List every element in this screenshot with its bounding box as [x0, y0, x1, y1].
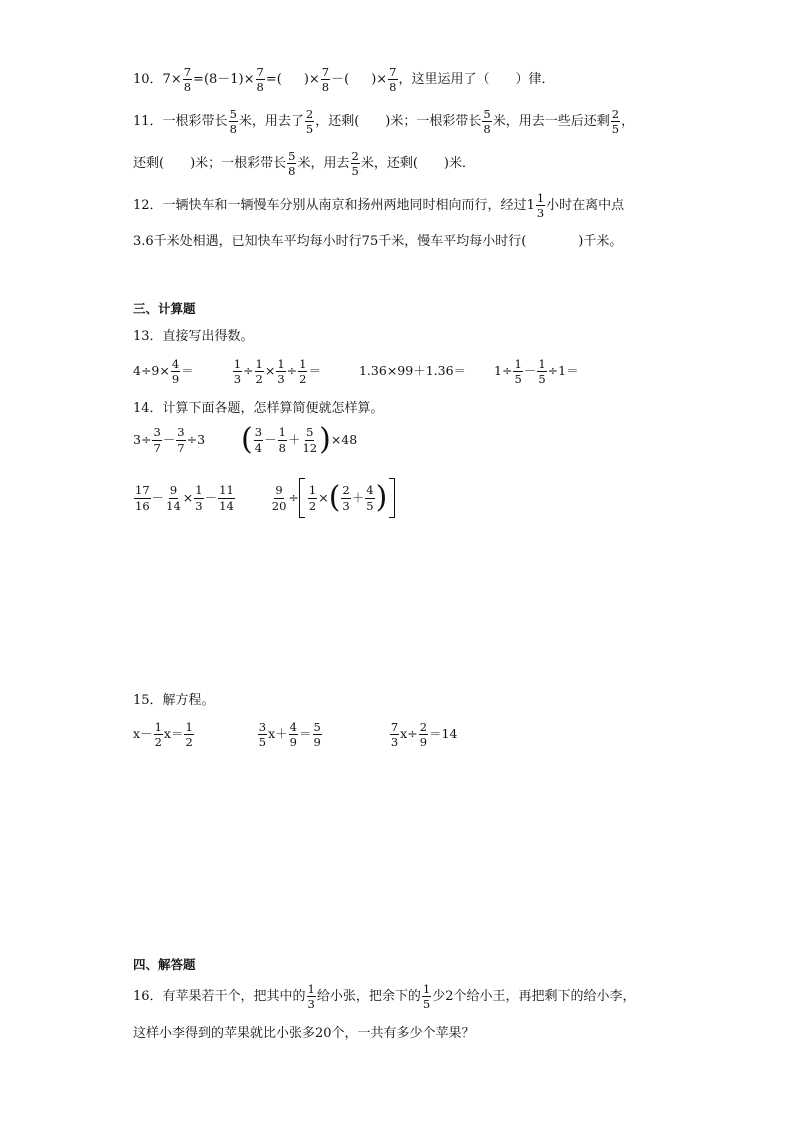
fraction — [165, 484, 182, 511]
fraction — [611, 108, 620, 135]
expr-part: ＋ — [351, 489, 365, 505]
q14-title: 14．计算下面各题，怎样算简便就怎样算。 — [133, 401, 384, 416]
fraction-numerator: 7 — [183, 65, 192, 79]
fraction-denominator: 5 — [351, 164, 359, 179]
section-4-title: 四、解答题 — [133, 957, 196, 972]
fraction — [218, 484, 235, 511]
fraction-denominator: 8 — [483, 122, 491, 137]
expr-part: 1÷ — [494, 363, 513, 379]
fraction-numerator: 1 — [538, 357, 546, 371]
fraction — [287, 150, 296, 177]
fraction-numerator: 2 — [351, 149, 359, 163]
q11-text: ， — [621, 114, 635, 130]
fraction-numerator: 4 — [366, 483, 374, 498]
fraction — [298, 358, 307, 385]
fraction-denominator: 9 — [419, 735, 428, 750]
fraction — [276, 358, 285, 385]
fraction — [154, 721, 163, 748]
q14-expr-3 — [133, 484, 236, 511]
fraction-denominator: 2 — [299, 372, 307, 387]
fraction-denominator: 3 — [233, 372, 242, 387]
fraction — [255, 358, 264, 385]
fraction-numerator: 3 — [177, 425, 185, 440]
q14-expr-1 — [133, 426, 205, 453]
q11-text: 米，还剩( )米． — [360, 156, 475, 172]
fraction-denominator: 2 — [255, 372, 263, 387]
expr-part: ＝ — [181, 363, 194, 379]
expr-part: ＋ — [287, 431, 301, 447]
q16-text: 给小张，把余下的 — [316, 989, 421, 1005]
q11-text: ，还剩( )米；一根彩带长 — [315, 114, 482, 130]
question-11 — [133, 108, 634, 135]
expr-part: ÷ — [288, 489, 299, 505]
expr-part: ×48 — [330, 431, 358, 447]
q13-expr-2 — [232, 358, 321, 385]
fraction — [258, 721, 267, 748]
fraction-numerator: 7 — [256, 65, 264, 79]
mixed-whole: 1 — [526, 198, 535, 214]
q10-expr-part: )× — [303, 72, 320, 88]
q13-expressions — [133, 358, 579, 385]
fraction-numerator: 2 — [419, 720, 428, 734]
q13-expr-3: 1.36×99＋1.36＝ — [358, 363, 467, 379]
expr-part: － — [162, 431, 176, 447]
fraction — [289, 721, 298, 748]
fraction — [134, 484, 151, 511]
q10-expr-part: =(8－1)× — [193, 72, 255, 88]
fraction-numerator: 1 — [185, 720, 193, 734]
expr-part: × — [182, 489, 194, 505]
fraction-denominator: 3 — [536, 206, 545, 221]
fraction-denominator: 12 — [302, 440, 318, 455]
fraction-numerator: 1 — [255, 357, 263, 371]
fraction-denominator: 3 — [277, 372, 285, 387]
right-paren: ) — [319, 422, 331, 457]
q16-text: 16．有苹果若干个，把其中的 — [133, 989, 306, 1005]
mixed-number — [527, 192, 547, 219]
q11-text: 还剩( )米；一根彩带长 — [133, 156, 287, 172]
fraction-denominator: 5 — [305, 122, 314, 137]
fraction-denominator: 2 — [185, 735, 193, 750]
fraction-denominator: 9 — [289, 735, 297, 750]
q11-text: 米，用去 — [297, 156, 350, 172]
fraction-numerator: 1 — [308, 483, 317, 498]
expr-part: － — [204, 489, 218, 505]
q15-equations — [133, 721, 457, 748]
right-paren: ) — [375, 480, 388, 515]
fraction-denominator: 9 — [313, 735, 321, 750]
fraction-numerator: 7 — [389, 65, 397, 79]
fraction-numerator: 7 — [390, 720, 399, 734]
q10-number: 10． — [133, 72, 163, 88]
fraction — [422, 983, 431, 1010]
fraction — [321, 66, 330, 93]
fraction — [341, 484, 350, 511]
fraction-denominator: 3 — [195, 498, 203, 513]
fraction-denominator: 5 — [611, 122, 620, 137]
q14-expr-2 — [241, 422, 358, 457]
q10-tail: ，这里运用了（ ）律． — [398, 72, 555, 88]
expr-part: ÷3 — [186, 431, 206, 447]
expr-part: － — [523, 363, 537, 379]
fraction-denominator: 8 — [183, 80, 192, 95]
expr-part: x－ — [133, 726, 153, 742]
fraction-numerator: 9 — [169, 483, 178, 498]
left-bracket — [299, 478, 305, 518]
fraction-numerator: 1 — [233, 357, 242, 371]
fraction-denominator: 4 — [254, 440, 263, 455]
question-10 — [133, 66, 555, 93]
fraction — [313, 721, 322, 748]
question-12-line2: 3.6千米处相遇，已知快车平均每小时行75千米，慢车平均每小时行( )千米。 — [133, 234, 623, 249]
fraction-denominator: 2 — [308, 498, 317, 513]
fraction-numerator: 9 — [275, 483, 283, 498]
fraction-denominator: 8 — [229, 122, 237, 137]
section-3-title: 三、计算题 — [133, 301, 196, 316]
fraction — [233, 358, 242, 385]
fraction — [365, 484, 374, 511]
q14-row-2 — [133, 478, 395, 518]
fraction-numerator: 1 — [278, 425, 286, 440]
fraction-numerator: 5 — [313, 720, 321, 734]
fraction — [308, 484, 317, 511]
fraction — [537, 358, 546, 385]
fraction — [351, 150, 360, 177]
right-bracket — [389, 478, 395, 518]
fraction — [176, 426, 185, 453]
q16-text: 少2个给小王，再把剩下的给小李， — [432, 989, 636, 1005]
fraction-denominator: 5 — [422, 997, 431, 1012]
fraction-numerator: 5 — [483, 107, 491, 121]
q15-title: 15．解方程。 — [133, 693, 215, 708]
fraction-numerator: 11 — [219, 483, 234, 498]
q10-expr-part: =( — [265, 72, 282, 88]
q11-number: 11． — [133, 114, 163, 130]
q11-text: 米，用去一些后还剩 — [492, 114, 610, 130]
fraction-numerator: 4 — [171, 357, 180, 371]
fraction — [171, 358, 180, 385]
q15-eq-3 — [389, 721, 458, 748]
fraction-numerator: 3 — [153, 425, 161, 440]
q13-expr-4 — [494, 358, 579, 385]
fraction — [390, 721, 399, 748]
expr-part: ÷1＝ — [547, 363, 579, 379]
fraction-numerator: 3 — [254, 425, 263, 440]
fraction — [307, 983, 316, 1010]
expr-part: x÷ — [400, 726, 418, 742]
expr-part: － — [264, 431, 277, 447]
q14-row-1 — [133, 422, 358, 457]
fraction-numerator: 1 — [277, 357, 285, 371]
q12-text: 一辆快车和一辆慢车分别从南京和扬州两地同时相向而行，经过 — [162, 198, 527, 214]
question-11-line2 — [133, 150, 475, 177]
expr-part: x＝ — [163, 726, 184, 742]
fraction — [419, 721, 428, 748]
fraction-denominator: 8 — [256, 80, 264, 95]
fraction-numerator: 5 — [229, 107, 237, 121]
expr-part: ÷ — [286, 363, 298, 379]
fraction-denominator: 8 — [288, 164, 296, 179]
question-16 — [133, 983, 636, 1010]
fraction — [278, 426, 287, 453]
fraction-denominator: 8 — [389, 80, 397, 95]
fraction-denominator: 16 — [135, 498, 150, 513]
fraction — [194, 484, 203, 511]
fraction-numerator: 4 — [289, 720, 297, 734]
fraction-denominator: 5 — [366, 498, 374, 513]
fraction — [254, 426, 263, 453]
fraction — [183, 66, 192, 93]
fraction-numerator: 7 — [321, 65, 330, 79]
expr-part: ＝ — [299, 726, 312, 742]
q13-expr-1 — [133, 358, 194, 385]
question-12 — [133, 192, 624, 219]
expr-part: 4÷9× — [133, 363, 170, 379]
fraction-numerator: 1 — [154, 720, 162, 734]
fraction — [513, 358, 522, 385]
q12-text: 小时在离中点 — [546, 198, 625, 214]
fraction-numerator: 1 — [195, 483, 203, 498]
q15-eq-1 — [133, 721, 195, 748]
fraction — [152, 426, 161, 453]
fraction-numerator: 1 — [299, 357, 307, 371]
fraction — [305, 108, 314, 135]
fraction-numerator: 1 — [536, 191, 545, 205]
expr-part: ÷ — [243, 363, 254, 379]
question-16-line2: 这样小李得到的苹果就比小张多20个，一共有多少个苹果？ — [133, 1026, 475, 1041]
fraction — [536, 192, 545, 219]
q14-expr-4 — [270, 478, 396, 518]
fraction-denominator: 14 — [219, 498, 234, 513]
expr-part: × — [264, 363, 276, 379]
fraction-denominator: 3 — [307, 997, 315, 1012]
expr-part: ＝ — [308, 363, 321, 379]
fraction-numerator: 2 — [305, 107, 314, 121]
q10-expr-part: －( — [331, 72, 350, 88]
q12-number: 12． — [133, 198, 163, 214]
fraction — [256, 66, 265, 93]
expr-part: × — [318, 489, 329, 505]
fraction-numerator: 5 — [288, 149, 296, 163]
fraction-denominator: 8 — [321, 80, 330, 95]
fraction-numerator: 5 — [306, 425, 314, 440]
expr-part: ＝14 — [429, 726, 458, 742]
fraction-denominator: 8 — [278, 440, 286, 455]
expr-part: 3÷ — [133, 431, 152, 447]
fraction — [482, 108, 491, 135]
q13-title: 13．直接写出得数。 — [133, 329, 254, 344]
left-paren: ( — [241, 422, 253, 457]
q10-expr-part: 7× — [162, 72, 182, 88]
fraction — [301, 426, 318, 453]
fraction-denominator: 5 — [258, 735, 267, 750]
fraction-denominator: 9 — [171, 372, 180, 387]
fraction-denominator: 5 — [514, 372, 522, 387]
q15-eq-2 — [257, 721, 323, 748]
fraction-numerator: 3 — [258, 720, 267, 734]
q11-text: 米，用去了 — [238, 114, 304, 130]
fraction-denominator: 3 — [342, 498, 350, 513]
fraction-denominator: 20 — [271, 498, 287, 513]
fraction-denominator: 2 — [154, 735, 162, 750]
fraction-numerator: 1 — [307, 982, 315, 996]
fraction-numerator: 2 — [611, 107, 620, 121]
fraction-numerator: 2 — [342, 483, 350, 498]
q10-expr-part: )× — [371, 72, 388, 88]
fraction — [229, 108, 238, 135]
fraction-denominator: 14 — [166, 498, 181, 513]
fraction-numerator: 1 — [514, 357, 522, 371]
fraction-denominator: 3 — [390, 735, 399, 750]
fraction-denominator: 7 — [153, 440, 161, 455]
expr-part: x＋ — [268, 726, 288, 742]
fraction-numerator: 1 — [422, 982, 431, 996]
fraction — [271, 484, 288, 511]
fraction-denominator: 5 — [538, 372, 546, 387]
fraction-numerator: 17 — [135, 483, 150, 498]
expr-part: － — [151, 489, 165, 505]
fraction — [184, 721, 193, 748]
q11-text: 一根彩带长 — [162, 114, 228, 130]
fraction-denominator: 7 — [177, 440, 185, 455]
left-paren: ( — [328, 480, 341, 515]
fraction — [388, 66, 397, 93]
